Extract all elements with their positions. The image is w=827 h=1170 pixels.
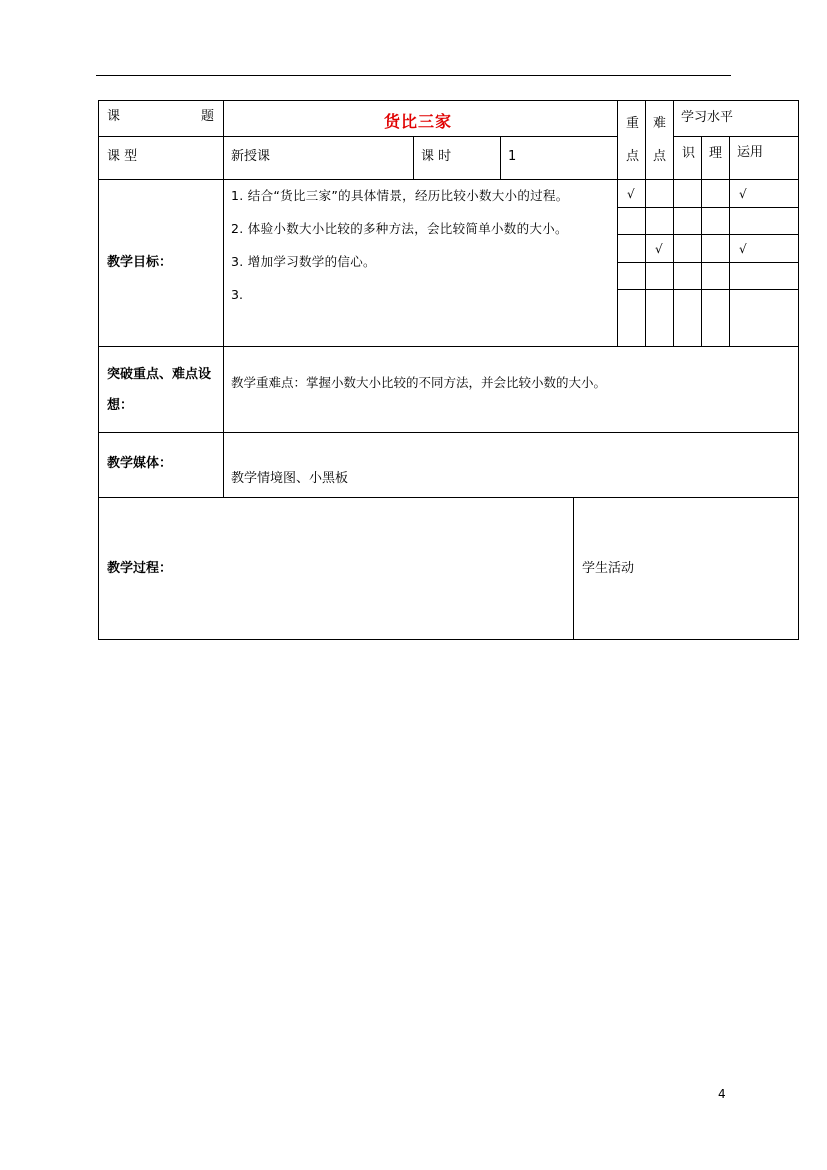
key-point-header-top: 重 [626,116,640,131]
column-divider [673,100,674,347]
row-divider [673,136,799,137]
course-type-value: 新授课 [231,149,271,164]
process-label: 教学过程： [107,561,173,576]
row-divider [98,136,617,137]
key-points-label-cont: 想： [107,398,134,413]
media-content: 教学情境图、小黑板 [231,471,349,486]
check-mark: √ [739,242,747,256]
level-understand-header: 理 [709,146,723,161]
column-divider [617,100,618,347]
level-apply-header: 运用 [737,145,764,160]
table-border-top [98,100,799,101]
header-rule [96,75,731,76]
lesson-title: 货比三家 [384,112,453,131]
difficult-point-header-top: 难 [653,116,667,131]
lesson-hours-label: 课 时 [421,149,452,164]
key-point-header-bottom: 点 [626,149,640,164]
student-activity-label: 学生活动 [582,561,635,576]
key-points-label: 突破重点、难点设 [107,367,212,382]
course-type-label: 课 型 [107,149,138,164]
column-divider [573,497,574,640]
page-number: 4 [718,1087,726,1101]
lesson-hours-value: 1 [508,149,517,164]
topic-label-right: 题 [201,109,215,124]
objective-item: 1. 结合“货比三家”的具体情景，经历比较小数大小的过程。 [231,188,569,203]
column-divider [223,100,224,498]
column-divider [701,136,702,347]
row-divider [98,497,799,498]
check-mark: √ [655,242,663,256]
column-divider [500,136,501,180]
objective-item: 3. 增加学习数学的信心。 [231,254,376,269]
learning-level-header: 学习水平 [681,110,734,125]
objective-item: 2. 体验小数大小比较的多种方法，会比较简单小数的大小。 [231,221,568,236]
column-divider [729,136,730,347]
level-know-header: 识 [682,146,696,161]
column-divider [413,136,414,180]
check-mark: √ [627,187,635,201]
row-divider [98,346,799,347]
difficult-point-header-bottom: 点 [653,149,667,164]
row-divider [98,179,799,180]
table-border-left [98,100,99,640]
table-border-bottom [98,639,799,640]
objectives-label: 教学目标： [107,255,173,270]
objective-item: 3. [231,287,243,302]
key-points-content: 教学重难点：掌握小数大小比较的不同方法，并会比较小数的大小。 [231,375,607,390]
column-divider [645,100,646,347]
table-border-right [798,100,799,640]
row-divider [98,432,799,433]
media-label: 教学媒体： [107,456,173,471]
topic-label-left: 课 [107,109,121,124]
check-mark: √ [739,187,747,201]
